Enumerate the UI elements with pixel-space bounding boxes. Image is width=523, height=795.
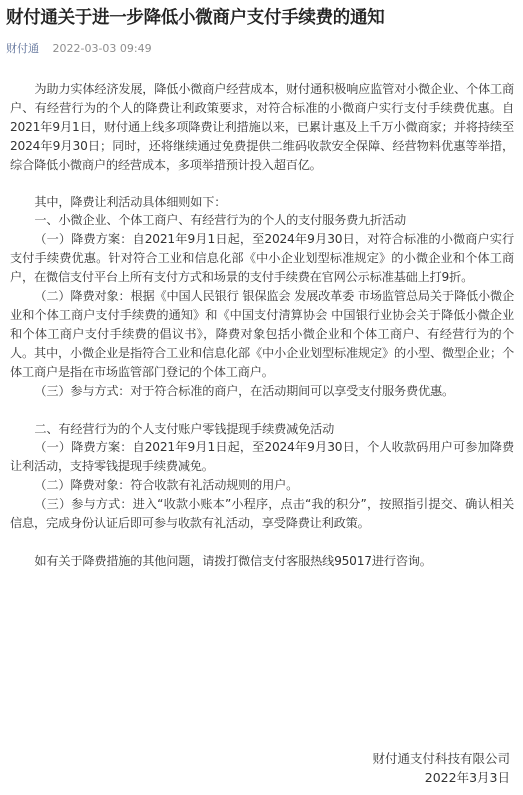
signature-date: 2022年3月3日 [424, 770, 510, 785]
section-one-heading: 一、小微企业、个体工商户、有经营行为的个人的支付服务费九折活动 [34, 213, 407, 228]
section-two-heading: 二、有经营行为的个人支付账户零钱提现手续费减免活动 [34, 421, 335, 436]
section-two-plan: （一）降费方案：自2021年9月1日起，至2024年9月30日，个人收款码用户可参加降费让利活动，支持零钱提现手续费减免。 [10, 440, 514, 474]
article-title: 财付通关于进一步降低小微商户支付手续费的通知 [6, 8, 385, 28]
section-one-method: （三）参与方式：对于符合标准的商户，在活动期间可以享受支付服务费优惠。 [34, 383, 454, 398]
section-two-target: （二）降费对象：符合收款有礼活动规则的用户。 [34, 478, 299, 493]
intro-paragraph: 为助力实体经济发展，降低小微商户经营成本，财付通积极响应监管对小微企业、个体工商户、有经营行为的个人的降费让利政策要求，对符合标准的小微商户实行支付手续费优惠。自2021年9月1日，财付通上线多项降费让利措施以来，已累计惠及上千万小微商家；并将持续至2024年9月30日；同时，还将继续通过免费提供二维码收款安全保障、经营物料优惠等举措，综合降低小微商户的经营成本，多项举措预计投入超百亿。 [10, 82, 514, 172]
signature-company: 财付通支付科技有限公司 [372, 751, 510, 766]
section-one-plan: （一）降费方案：自2021年9月1日起，至2024年9月30日，对符合标准的小微商户实行支付手续费优惠。针对符合工业和信息化部《中小企业划型标准规定》的小微企业和个体工商户，在微信支付平台上所有支付方式和场景的支付手续费在官网公示标准基础上打9折。 [10, 232, 514, 285]
article-source[interactable]: 财付通 [6, 42, 39, 55]
section-two-method: （三）参与方式：进入“收款小账本”小程序，点击“我的积分”，按照指引提交、确认相关信息，完成身份认证后即可参与收款有礼活动，享受降费让利政策。 [10, 497, 514, 531]
article-timestamp: 2022-03-03 09:49 [52, 42, 152, 55]
contact-paragraph: 如有关于降费措施的其他问题，请拨打微信支付客服热线95017进行咨询。 [34, 553, 432, 568]
rules-intro: 其中，降费让利活动具体细则如下： [34, 194, 227, 209]
signature-block [372, 749, 510, 787]
article-body [10, 80, 514, 571]
section-one-target: （二）降费对象：根据《中国人民银行 银保监会 发展改革委 市场监管总局关于降低小微企业和个体工商户支付手续费的通知》和《中国支付清算协会 中国银行业协会关于降低小微企业和个体工商户支付手续费的倡议书》，降费对象包括小微企业和个体工商户、有经营行为的个人。其中，小微企业是指符合工业和信息化部《中小企业划型标准规定》的小型、微型企业；个体工商户是指在市场监管部门登记的个体工商户。 [10, 289, 514, 379]
article-meta [6, 40, 152, 56]
